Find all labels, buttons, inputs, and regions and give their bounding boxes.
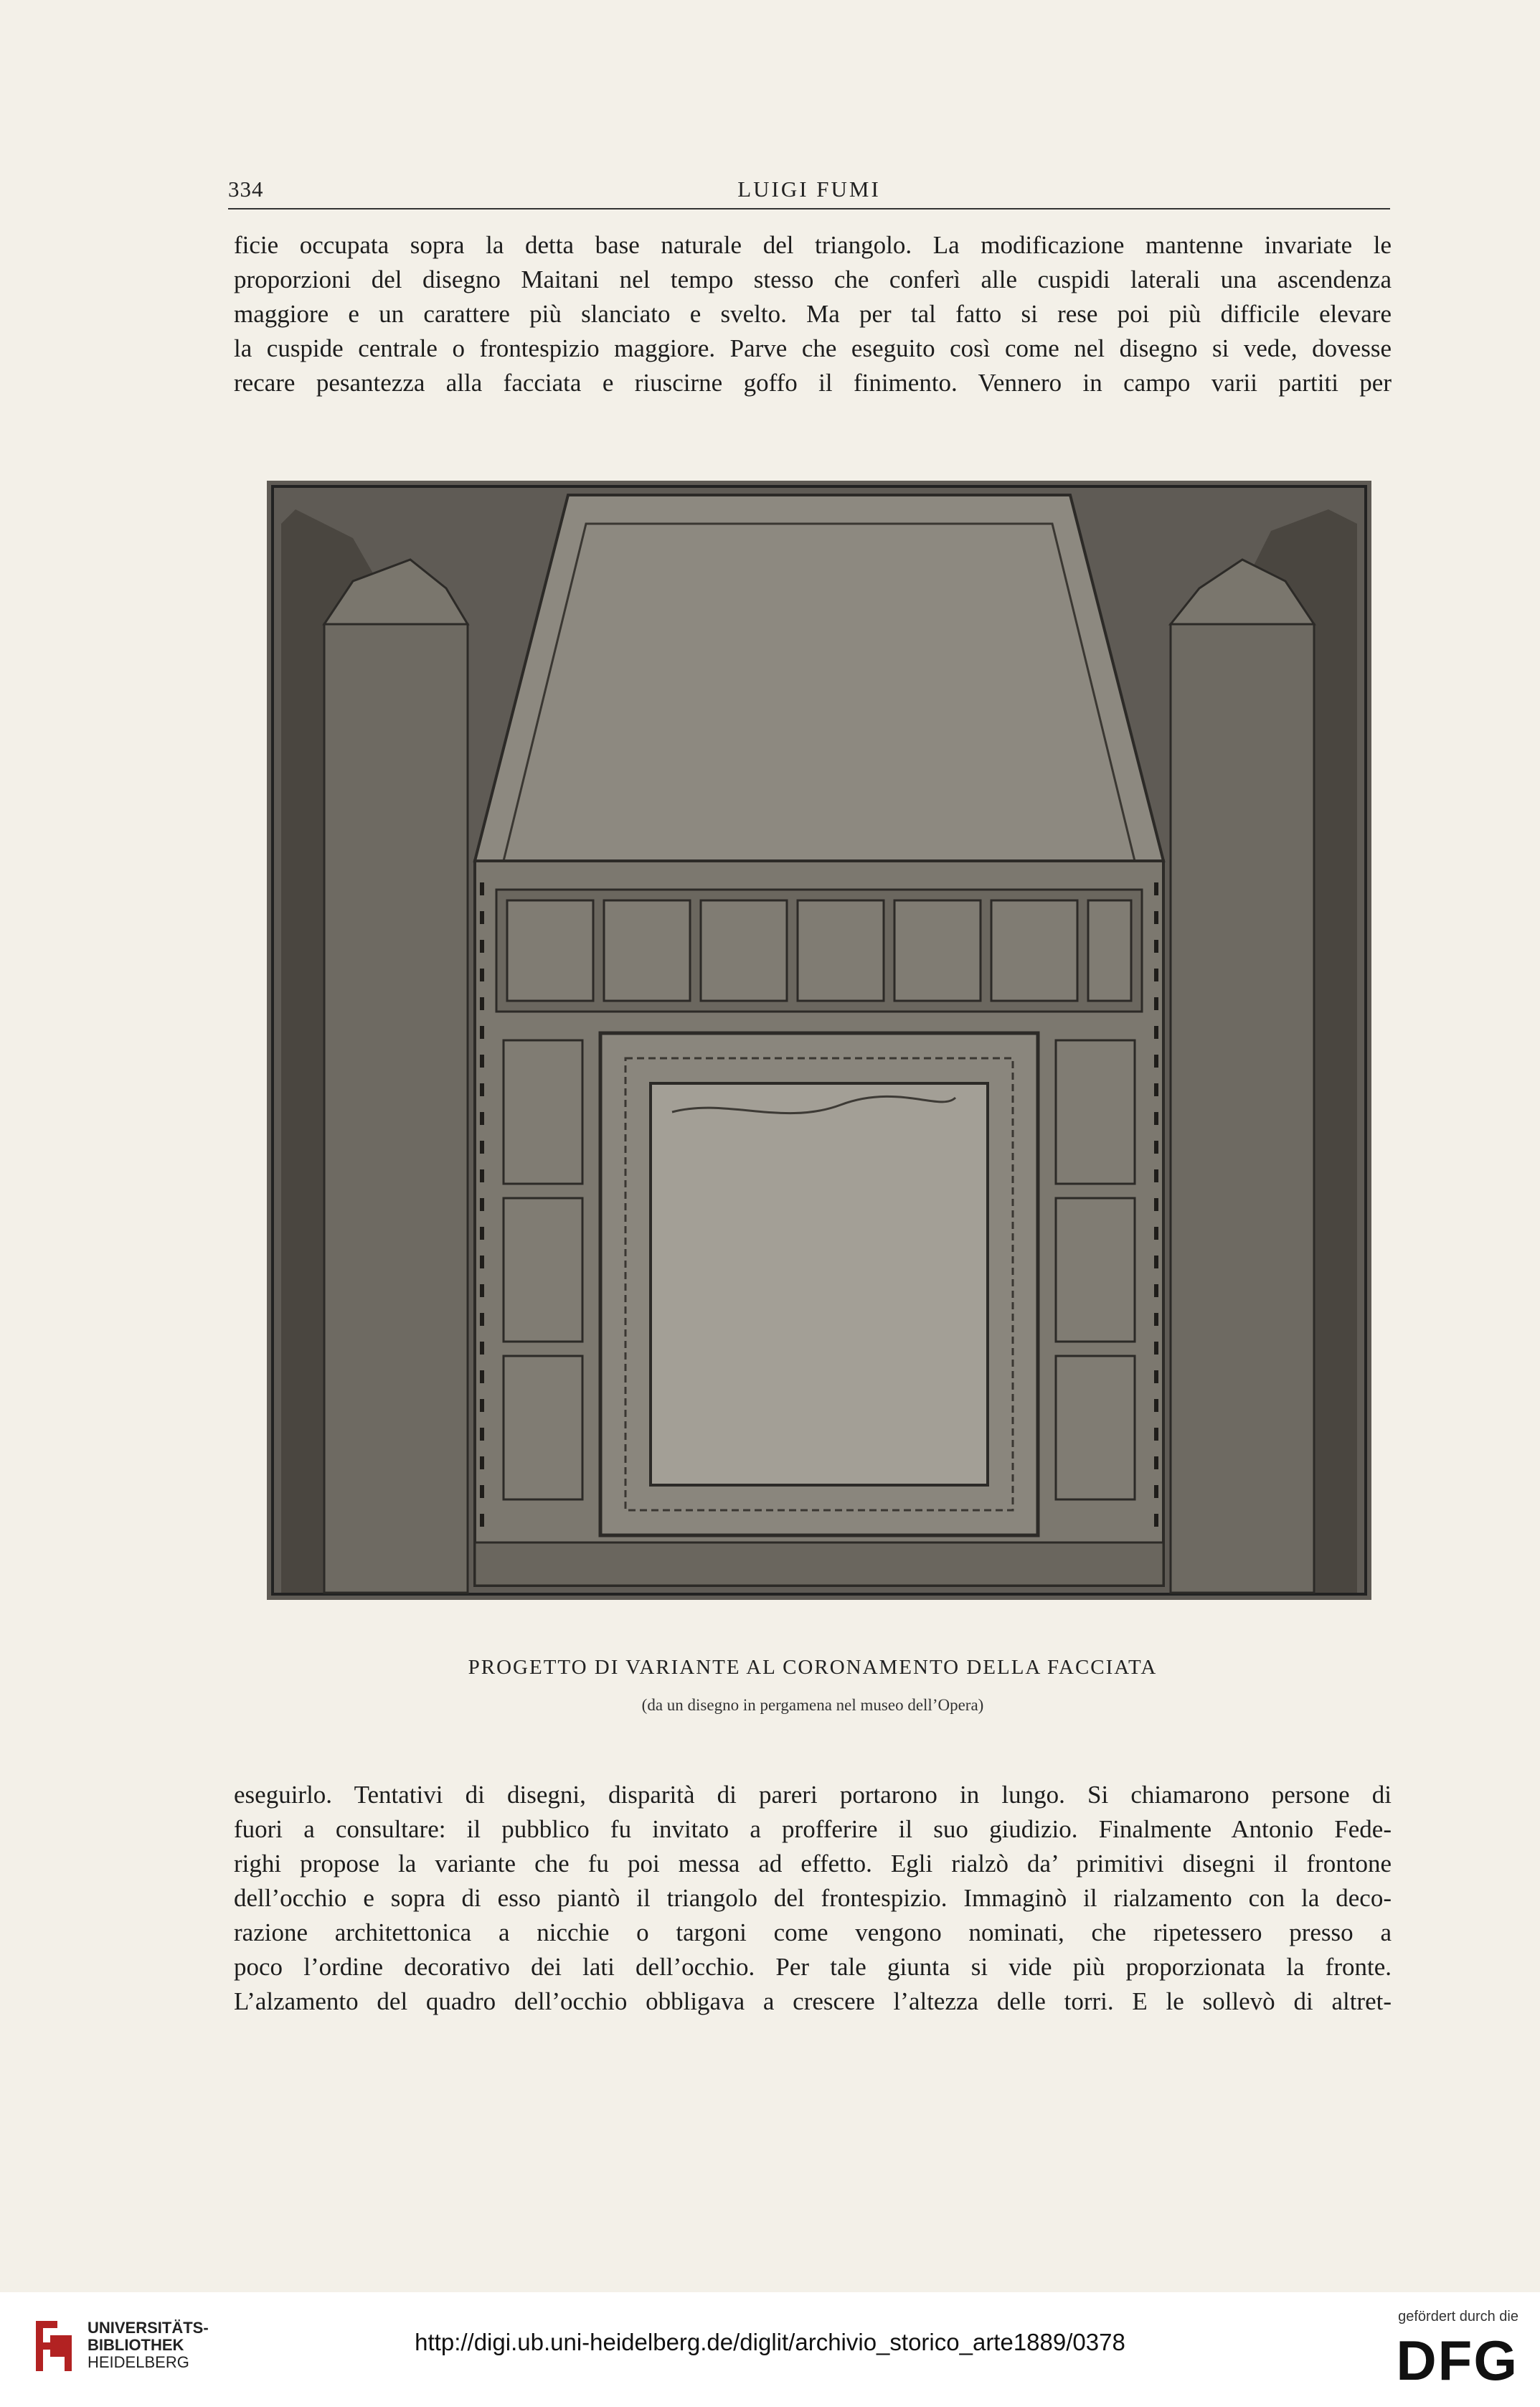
figure-caption: PROGETTO DI VARIANTE AL CORONAMENTO DELLA FACCIATA	[468, 1656, 1158, 1679]
text-line: recare pesantezza alla facciata e riuscirne goffo il finimento. Vennero in campo varii partiti per	[234, 369, 1392, 397]
text-line: la cuspide centrale o frontespizio maggiore. Parve che eseguito così come nel disegno si vede, dovesse	[234, 334, 1392, 362]
facade-drawing-figure	[267, 481, 1371, 1600]
running-title: LUIGI FUMI	[737, 176, 881, 202]
text-line: poco l’ordine decorativo dei lati dell’occhio. Per tale giunta si vide più proporzionata la fronte.	[234, 1953, 1392, 1981]
text-line: eseguirlo. Tentativi di disegni, disparità di pareri portarono in lungo. Si chiamarono persone di	[234, 1781, 1392, 1809]
text-line: righi propose la variante che fu poi messa ad effetto. Egli rialzò da’ primitivi disegni il frontone	[234, 1850, 1392, 1878]
figure-subcaption: (da un disegno in pergamena nel museo dell’Opera)	[641, 1696, 984, 1714]
library-line-3: HEIDELBERG	[88, 2353, 189, 2371]
running-header	[228, 174, 1390, 209]
funder-label: gefördert durch die	[1398, 2309, 1518, 2324]
dfg-logo: DFG	[1396, 2329, 1518, 2392]
library-line-1: UNIVERSITÄTS-	[88, 2319, 209, 2337]
source-url[interactable]: http://digi.ub.uni-heidelberg.de/diglit/archivio_storico_arte1889/0378	[415, 2329, 1125, 2355]
library-line-2: BIBLIOTHEK	[88, 2336, 184, 2354]
facade-drawing	[267, 481, 1371, 1600]
text-line: fuori a consultare: il pubblico fu invitato a profferire il suo giudizio. Finalmente Antonio Fede-	[234, 1815, 1392, 1843]
text-line: razione architettonica a nicchie o targoni come vengono nominati, che ripetessero presso a	[234, 1918, 1392, 1946]
text-line: dell’occhio e sopra di esso piantò il triangolo del frontespizio. Immaginò il rialzamento con la deco-	[234, 1884, 1392, 1912]
paragraph-top	[234, 228, 1392, 400]
text-line: ficie occupata sopra la detta base naturale del triangolo. La modificazione mantenne invariate le	[234, 231, 1392, 259]
page-number: 334	[228, 176, 264, 202]
paragraph-bottom	[234, 1778, 1392, 2019]
text-line: L’alzamento del quadro dell’occhio obbligava a crescere l’altezza delle torri. E le sollevò di altret-	[234, 1987, 1392, 2015]
text-line: maggiore e un carattere più slanciato e svelto. Ma per tal fatto si rese poi più difficile elevare	[234, 300, 1392, 328]
text-line: proporzioni del disegno Maitani nel tempo stesso che conferì alle cuspidi laterali una ascendenza	[234, 265, 1392, 293]
